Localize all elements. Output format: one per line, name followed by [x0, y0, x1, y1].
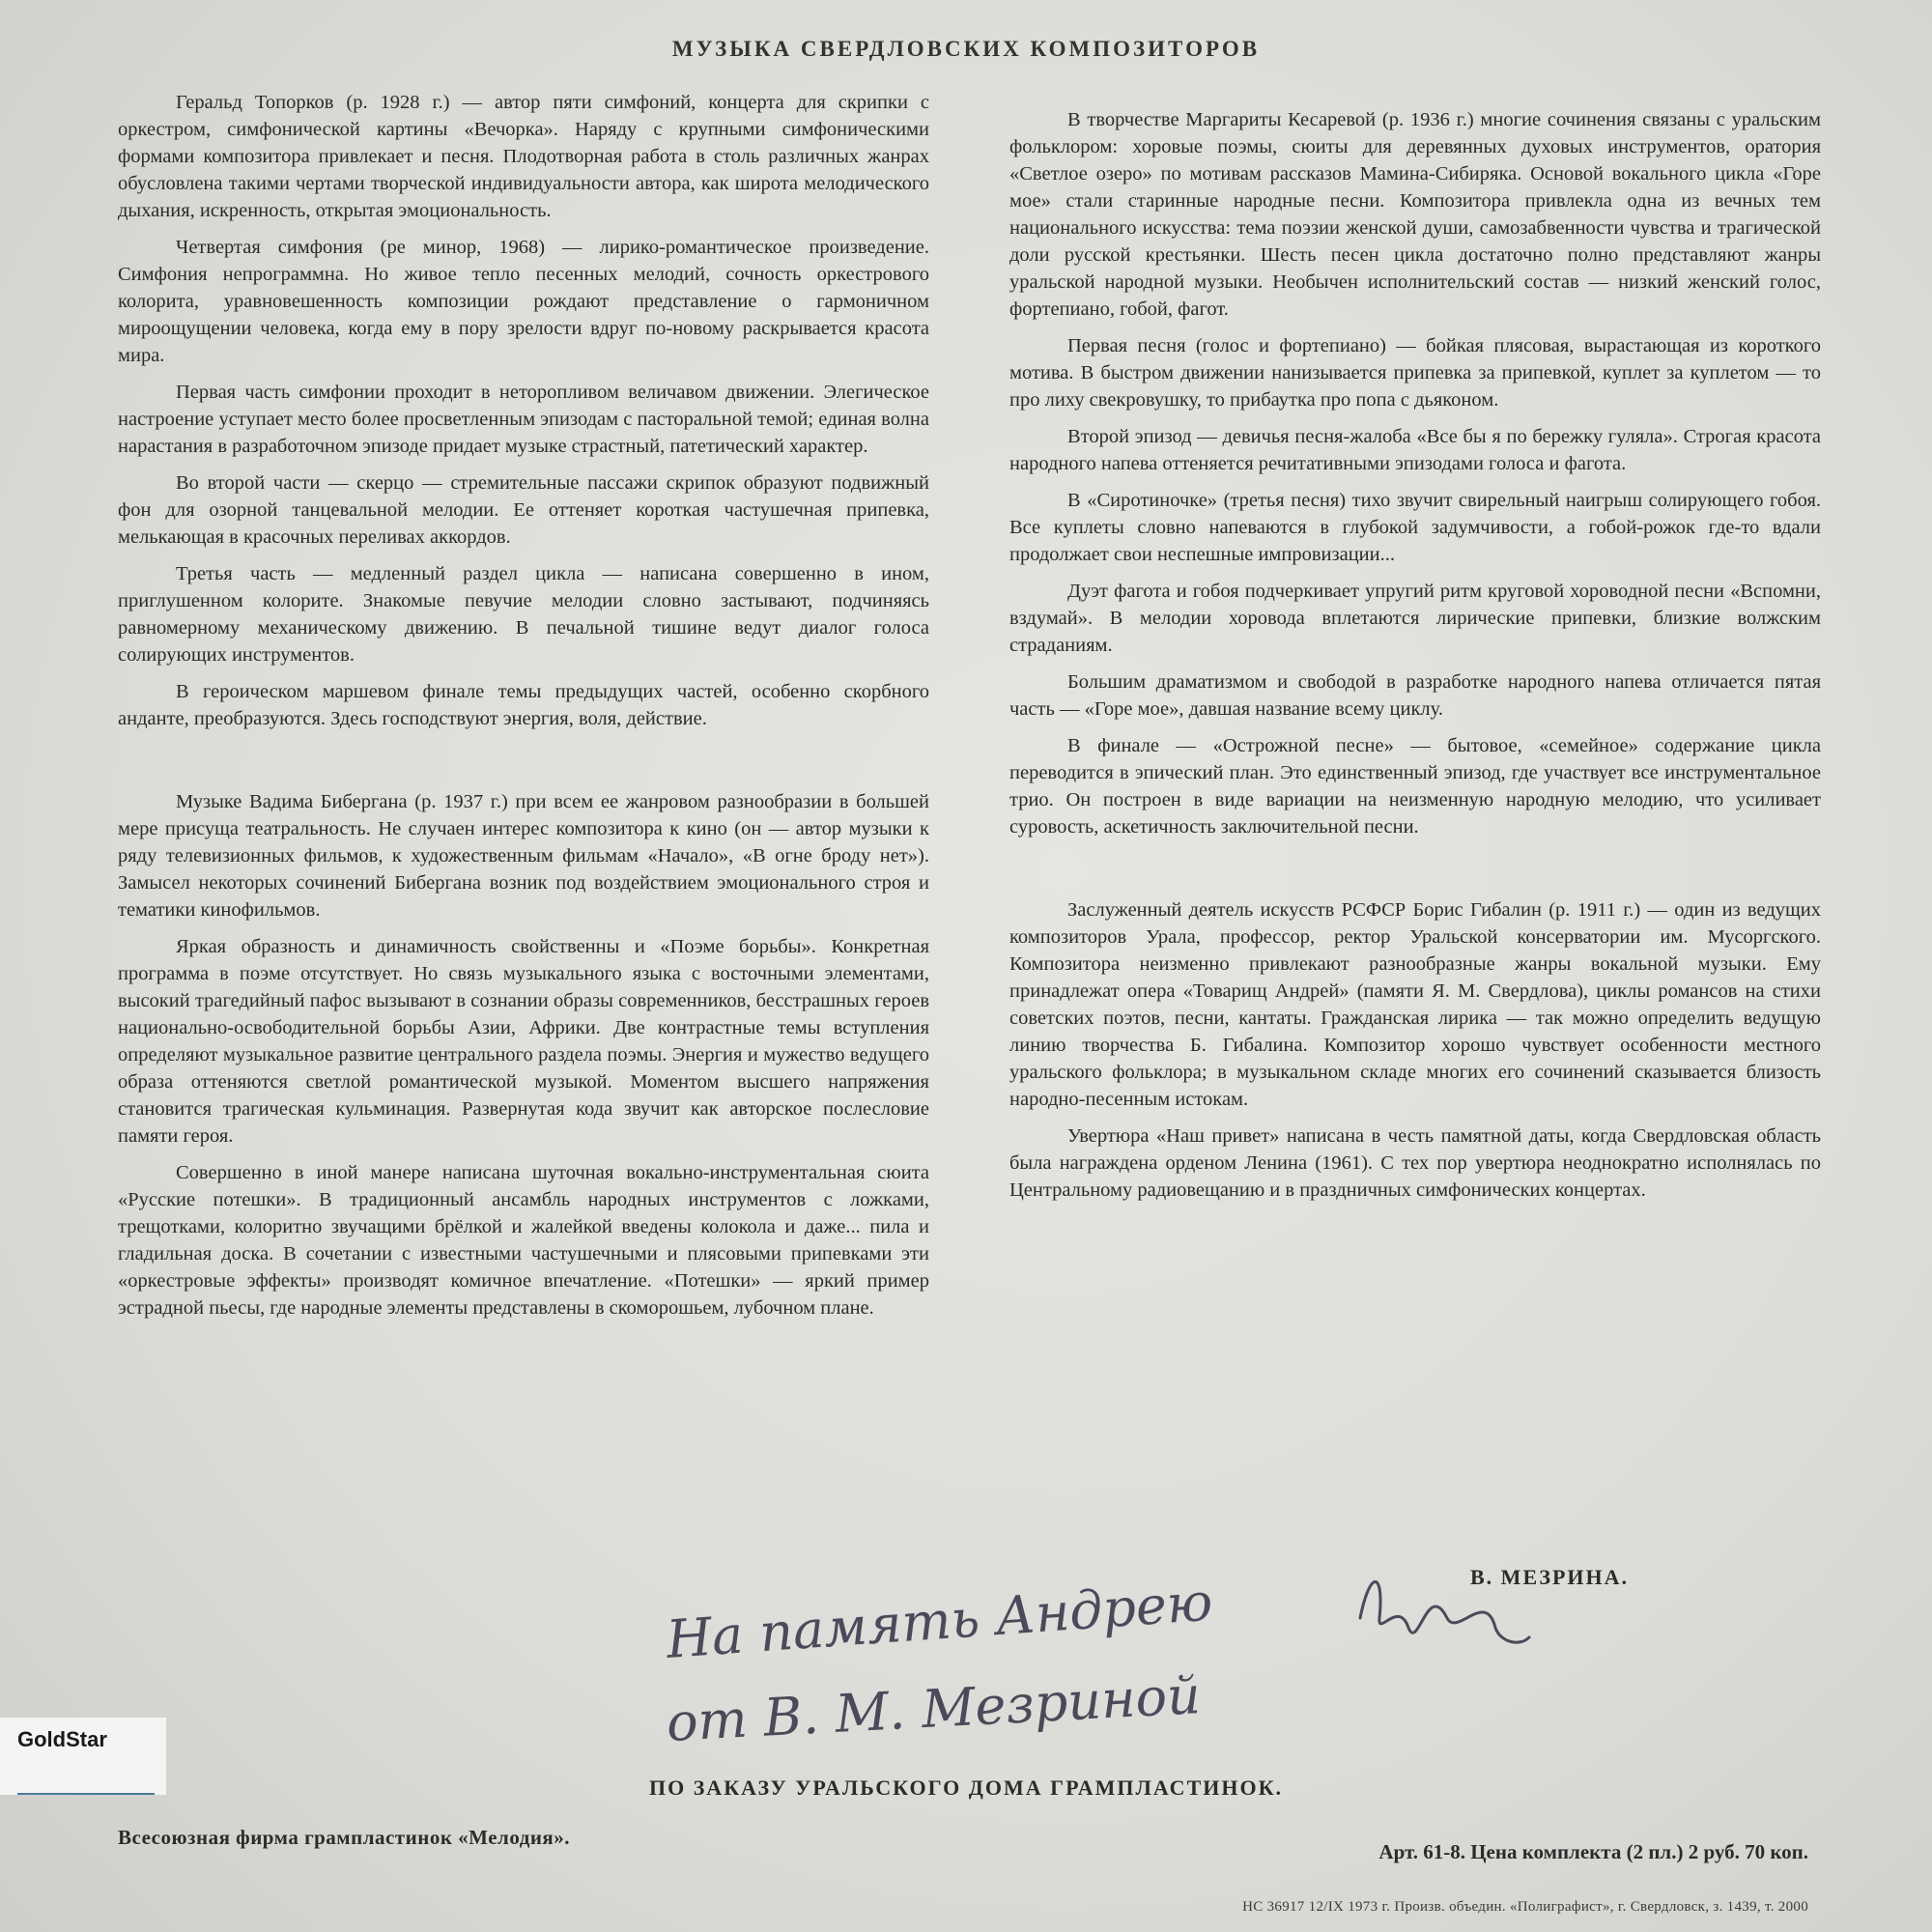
paragraph: Второй эпизод — девичья песня-жалоба «Все бы я по бережку гуляла». Строгая красота народного напева оттеняется речитативными эпизодами голоса и фагота.	[1009, 426, 1821, 474]
paragraph: Геральд Топорков (р. 1928 г.) — автор пяти симфоний, концерта для скрипки с оркестром, симфонической картины «Вечорка». Наряду с крупными симфоническими формами композитора привлекает и песня. Плодотворная работа в столь различных жанрах обусловлена такими чертами творческой индивидуальности автора, как широта мелодического дыхания, искренность, открытая эмоциональность.	[118, 92, 929, 221]
dedication-line: На память Андрею	[664, 1571, 1215, 1670]
paragraph: Четвертая симфония (ре минор, 1968) — лирико-романтическое произведение. Симфония непрограммна. Но живое тепло песенных мелодий, сочность оркестрового колорита, уравновешенность композиции рождают представление о гармоничном мироощущении человека, когда ему в пору зрелости вдруг по-новому раскрывается красота мира.	[118, 237, 929, 366]
logo-text: GoldStar	[17, 1727, 107, 1751]
paragraph: Заслуженный деятель искусств РСФСР Борис Гибалин (р. 1911 г.) — один из ведущих композиторов Урала, профессор, ректор Уральской консерватории им. Мусоргского. Композитора неизменно привлекают разнообразные жанры вокальной музыки. Ему принадлежат опера «Товарищ Андрей» (памяти Я. М. Свердлова), циклы романсов на стихи советских поэтов, песни, кантаты. Гражданская лирика — так можно определить ведущую линию творчества Б. Гибалина. Композитор хорошо чувствует особенности местного уральского фольклора; в музыкальном складе многих его сочинений сказывается близость народно-песенным истокам.	[1009, 899, 1821, 1110]
section-gap	[1009, 850, 1821, 896]
section-gap	[118, 742, 929, 788]
dedication-line: от В. М. Мезриной	[665, 1664, 1203, 1753]
paragraph: Совершенно в иной манере написана шуточная вокально-инструментальная сюита «Русские потешки». В традиционный ансамбль народных инструментов с ложками, трещотками, колоритно звучащими брёлкой и жалейкой введены колокола и даже... пила и гладильная доска. В сочетании с известными частушечными и плясовыми припевками эти «оркестровые эффекты» производят комичное впечатление. «Потешки» — яркий пример эстрадной пьесы, где народные элементы представлены в скоморошьем, лубочном плане.	[118, 1162, 929, 1319]
right-column	[1009, 106, 1821, 1213]
paragraph: Первая песня (голос и фортепиано) — бойкая плясовая, вырастающая из короткого мотива. В быстром движении нанизывается припевка за припевкой, куплет за куплетом — то про лиху свекровушку, то прибаутка про попа с дьяконом.	[1009, 335, 1821, 411]
paragraph: В творчестве Маргариты Кесаревой (р. 1936 г.) многие сочинения связаны с уральским фольклором: хоровые поэмы, сюиты для деревянных духовых инструментов, оратория «Светлое озеро» по мотивам рассказов Мамина-Сибиряка. Основой вокального цикла «Горе мое» стали старинные народные песни. Композитора привлекла одна из вечных тем национального искусства: тема поэзии женской души, самозабвенности чувства и трагической доли русской крестьянки. Шесть песен цикла достаточно полно представляют жанры уральской народной музыки. Необычен исполнительский состав — низкий женский голос, фортепиано, гобой, фагот.	[1009, 109, 1821, 320]
imprint-line: НС 36917 12/IX 1973 г. Произв. объедин. «Полиграфист», г. Свердловск, з. 1439, т. 2000	[1242, 1899, 1808, 1915]
author-signature: В. МЕЗРИНА.	[1470, 1565, 1630, 1589]
order-line: ПО ЗАКАЗУ УРАЛЬСКОГО ДОМА ГРАМПЛАСТИНОК.	[648, 1776, 1284, 1800]
paragraph: Увертюра «Наш привет» написана в честь памятной даты, когда Свердловская область была награждена орденом Ленина (1961). С тех пор увертюра неоднократно исполнялась по Центральному радиовещанию и в праздничных симфонических концертах.	[1009, 1125, 1821, 1201]
left-column	[118, 89, 929, 1331]
paragraph: Яркая образность и динамичность свойственны и «Поэме борьбы». Конкретная программа в поэме отсутствует. Но связь музыкального языка с восточными элементами, высокий трагедийный пафос вызывают в сознании образы современников, бесстрашных героев национально-освободительной борьбы Азии, Африки. Две контрастные темы вступления определяют музыкальное развитие центрального раздела поэмы. Энергия и мужество ведущего образа оттеняются светлой романтической музыкой. Моментом высшего напряжения становится трагическая кульминация. Развернутая кода звучит как авторское послесловие памяти героя.	[118, 936, 929, 1147]
price-line: Арт. 61-8. Цена комплекта (2 пл.) 2 руб. 70 коп.	[1378, 1840, 1808, 1863]
page-title: МУЗЫКА СВЕРДЛОВСКИХ КОМПОЗИТОРОВ	[671, 37, 1261, 61]
paragraph: Во второй части — скерцо — стремительные пассажи скрипок образуют подвижный фон для озорной танцевальной мелодии. Ее оттеняет короткая частушечная припевка, мелькающая в красочных переливах аккордов.	[118, 472, 929, 548]
handwritten-dedication	[664, 1571, 1362, 1765]
paragraph: В финале — «Острожной песне» — бытовое, «семейное» содержание цикла переводится в эпический план. Это единственный эпизод, где участвует все инструментальное трио. Он построен в виде вариации на неизменную народную мелодию, что усиливает суровость, аскетичность заключительной песни.	[1009, 735, 1821, 838]
paragraph: Музыке Вадима Бибергана (р. 1937 г.) при всем ее жанровом разнообразии в большей мере присуща театральность. Не случаен интерес композитора к кино (он — автор музыки к ряду телевизионных фильмов, к художественным фильмам «Начало», «В огне броду нет»). Замысел некоторых сочинений Бибергана возник под воздействием эмоционального строя и тематики кинофильмов.	[118, 791, 929, 921]
autograph-scribble	[1341, 1560, 1534, 1676]
paragraph: В «Сиротиночке» (третья песня) тихо звучит свирельный наигрыш солирующего гобоя. Все куплеты словно напеваются в глубокой задумчивости, а гобой-рожок где-то вдали продолжает свои неспешные импровизации...	[1009, 490, 1821, 565]
paragraph: Первая часть симфонии проходит в неторопливом величавом движении. Элегическое настроение уступает место более просветленным эпизодам с пасторальной темой; единая волна нарастания в разработочном эпизоде придает музыке страстный, патетический характер.	[118, 382, 929, 457]
paragraph: Большим драматизмом и свободой в разработке народного напева отличается пятая часть — «Горе мое», давшая название всему циклу.	[1009, 671, 1821, 720]
paragraph: Дуэт фагота и гобоя подчеркивает упругий ритм круговой хороводной песни «Вспомни, вздумай». В мелодии хоровода вплетаются лирические припевки, близкие волжским страданиям.	[1009, 581, 1821, 656]
firm-name: Всесоюзная фирма грампластинок «Мелодия».	[118, 1826, 571, 1849]
paragraph: Третья часть — медленный раздел цикла — написана совершенно в ином, приглушенном колорите. Знакомые певучие мелодии словно застывают, подчиняясь равномерному механическому движению. В печальной тишине ведут диалог голоса солирующих инструментов.	[118, 563, 929, 666]
paragraph: В героическом маршевом финале темы предыдущих частей, особенно скорбного анданте, преобразуются. Здесь господствуют энергия, воля, действие.	[118, 681, 929, 729]
